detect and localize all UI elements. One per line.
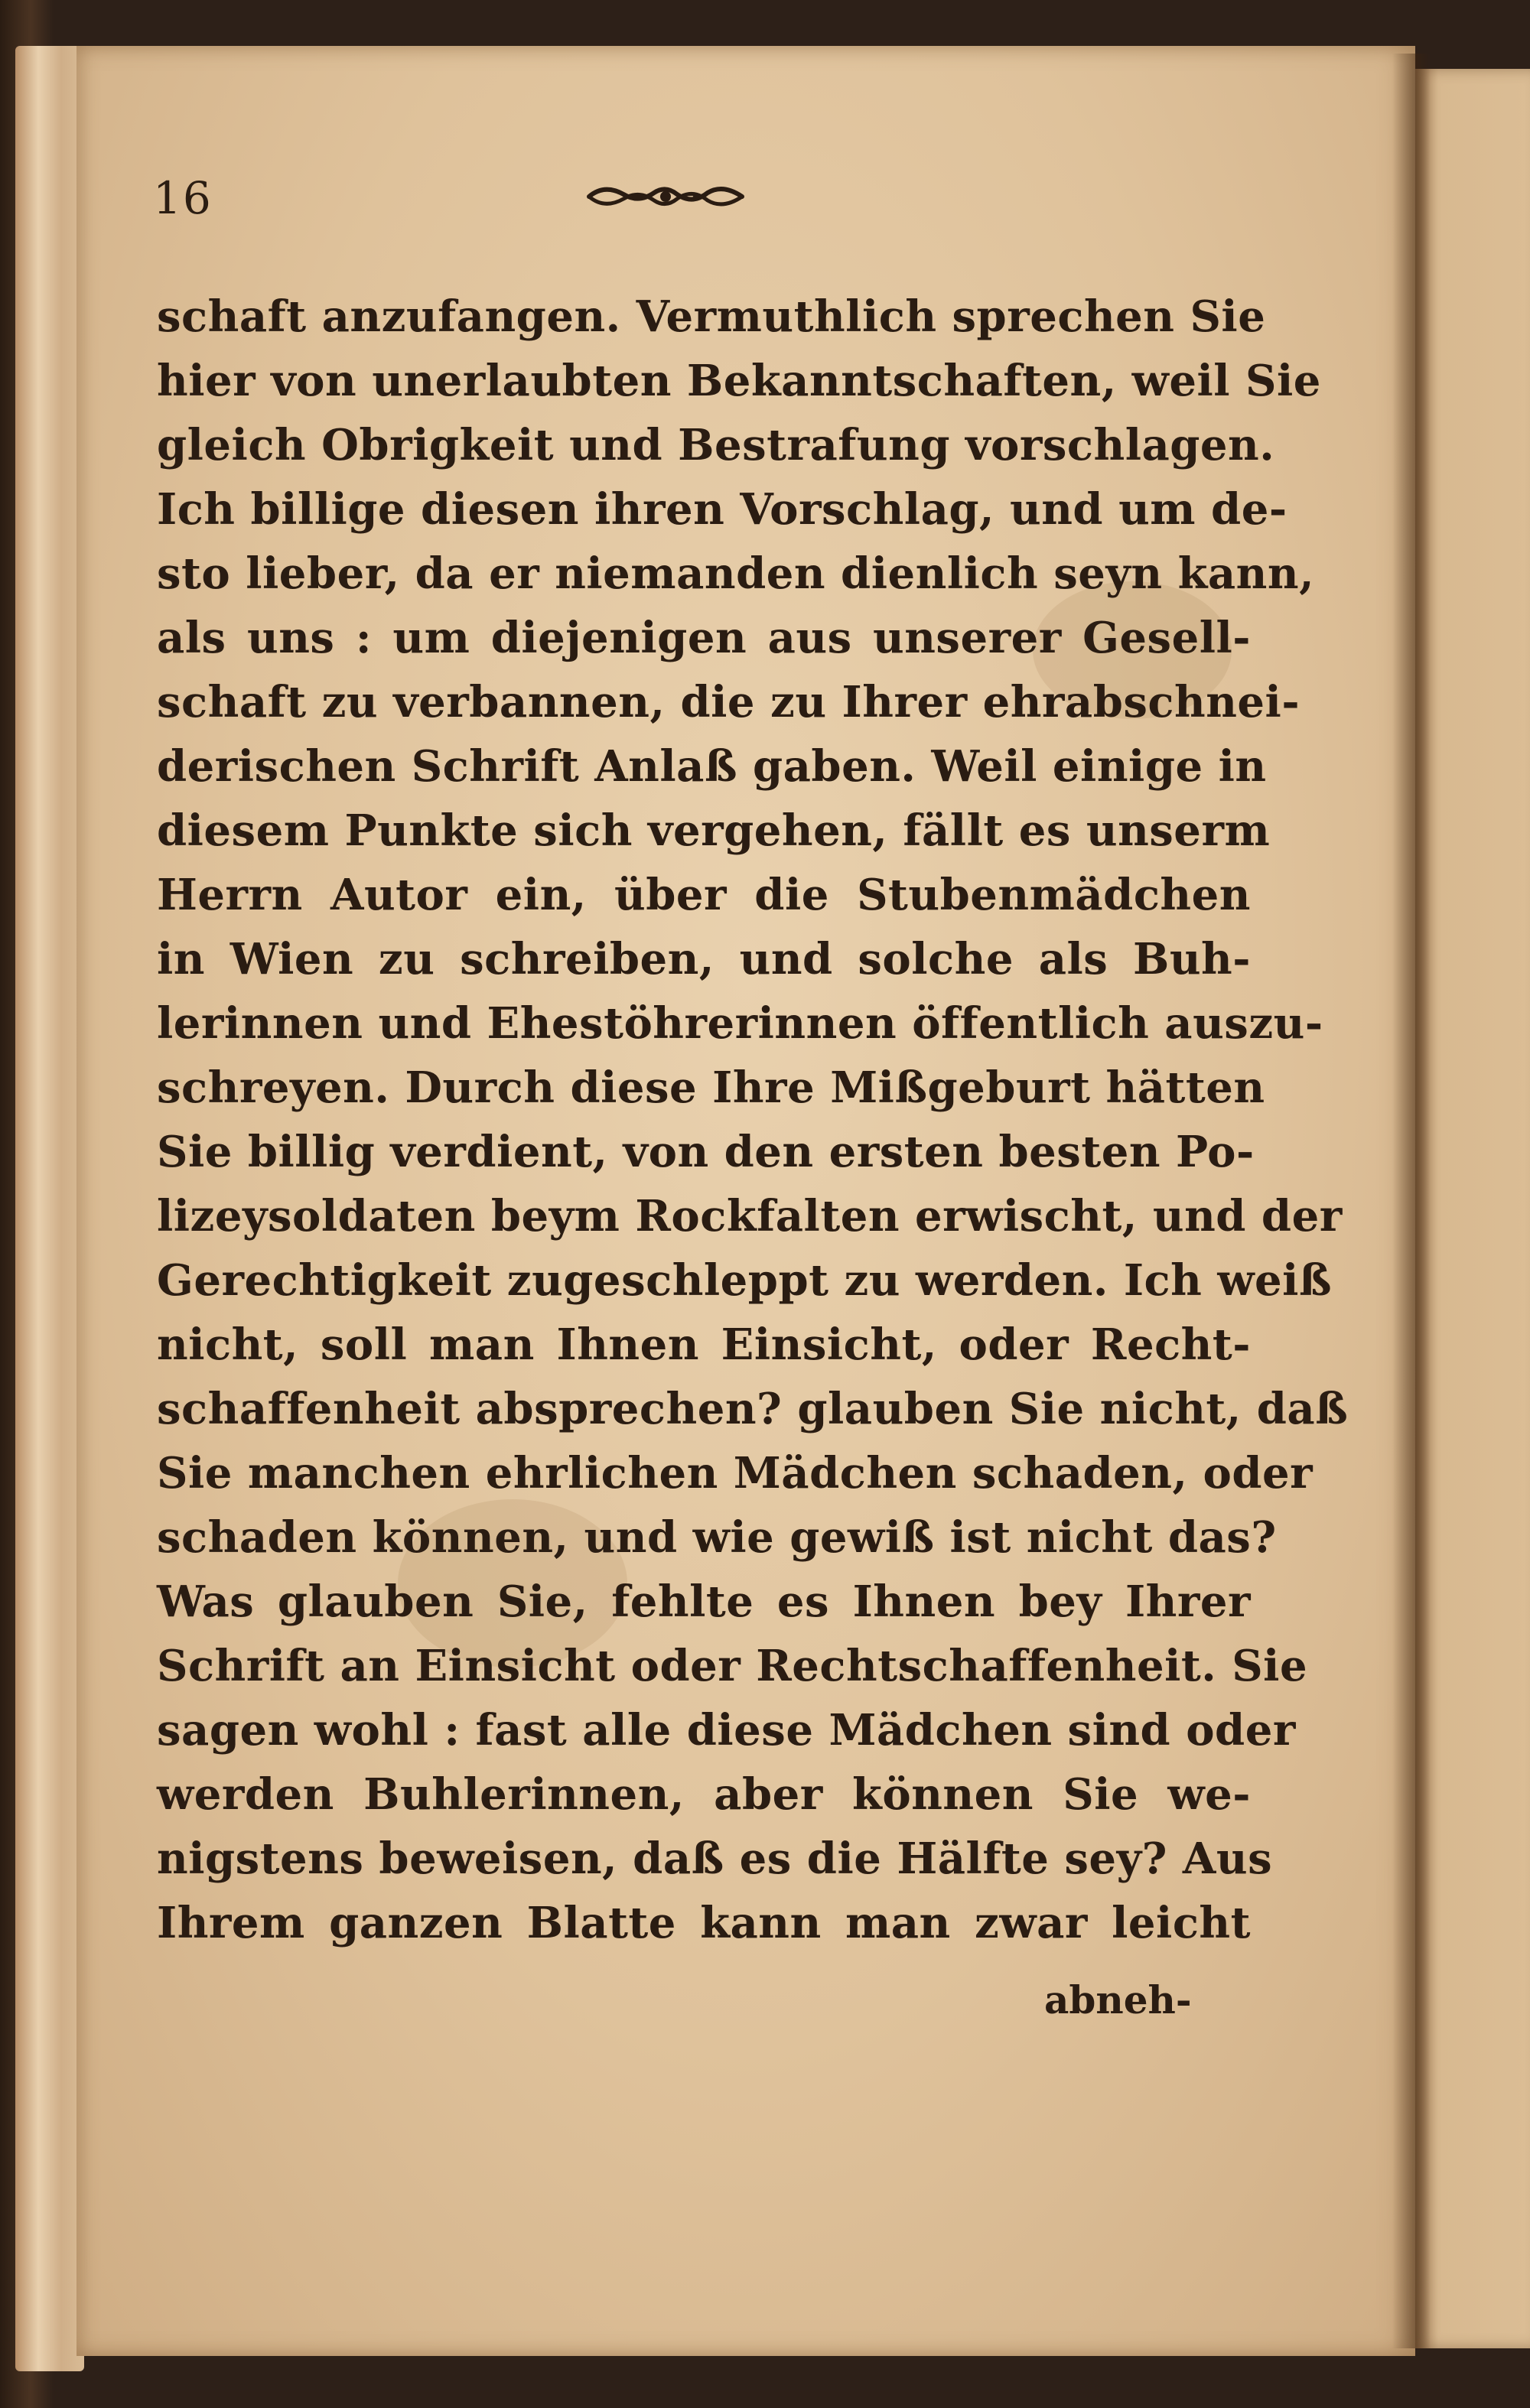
- text-line: in Wien zu schreiben, und solche als Buh-: [157, 934, 1251, 984]
- text-line: gleich Obrigkeit und Bestrafung vorschlagen.: [157, 420, 1275, 470]
- text-line: nigstens beweisen, daß es die Hälfte sey? Aus: [157, 1834, 1273, 1884]
- text-line: Sie billig verdient, von den ersten besten Po-: [157, 1127, 1255, 1177]
- text-line: schaft anzufangen. Vermuthlich sprechen Sie: [157, 291, 1266, 342]
- body-text: [157, 285, 1349, 1955]
- printer-ornament-icon: [581, 177, 750, 216]
- text-line: derischen Schrift Anlaß gaben. Weil einige in: [157, 741, 1267, 792]
- text-line: nicht, soll man Ihnen Einsicht, oder Recht-: [157, 1320, 1251, 1370]
- text-line: als uns : um diejenigen aus unserer Gesell-: [157, 613, 1251, 663]
- text-line: Gerechtigkeit zugeschleppt zu werden. Ich weiß: [157, 1255, 1332, 1306]
- text-line: Schrift an Einsicht oder Rechtschaffenheit. Sie: [157, 1641, 1308, 1691]
- text-line: Ich billige diesen ihren Vorschlag, und um de-: [157, 484, 1287, 535]
- text-line: Sie manchen ehrlichen Mädchen schaden, oder: [157, 1448, 1314, 1498]
- page-number: 16: [153, 172, 213, 224]
- text-line: Ihrem ganzen Blatte kann man zwar leicht: [157, 1898, 1251, 1948]
- text-line: lerinnen und Ehestöhrerinnen öffentlich auszu-: [157, 998, 1323, 1049]
- page-stack-edge: [15, 46, 84, 2371]
- text-line: diesem Punkte sich vergehen, fällt es unserm: [157, 805, 1271, 856]
- text-line: Herrn Autor ein, über die Stubenmädchen: [157, 870, 1251, 920]
- text-line: hier von unerlaubten Bekanntschaften, weil Sie: [157, 356, 1321, 406]
- text-line: sto lieber, da er niemanden dienlich seyn kann,: [157, 548, 1315, 599]
- facing-page-edge: [1415, 69, 1530, 2348]
- text-line: schaden können, und wie gewiß ist nicht das?: [157, 1512, 1277, 1563]
- text-line: sagen wohl : fast alle diese Mädchen sind oder: [157, 1705, 1296, 1756]
- text-line: werden Buhlerinnen, aber können Sie we-: [157, 1769, 1251, 1820]
- catchword: abneh-: [1044, 1977, 1192, 2022]
- text-line: schaffenheit absprechen? glauben Sie nicht, daß: [157, 1384, 1349, 1434]
- text-line: lizeysoldaten beym Rockfalten erwischt, und der: [157, 1191, 1343, 1241]
- text-line: schaft zu verbannen, die zu Ihrer ehrabschnei-: [157, 677, 1300, 727]
- text-line: Was glauben Sie, fehlte es Ihnen bey Ihrer: [157, 1577, 1251, 1627]
- gutter-shadow: [1392, 54, 1431, 2348]
- text-line: schreyen. Durch diese Ihre Mißgeburt hätten: [157, 1062, 1265, 1113]
